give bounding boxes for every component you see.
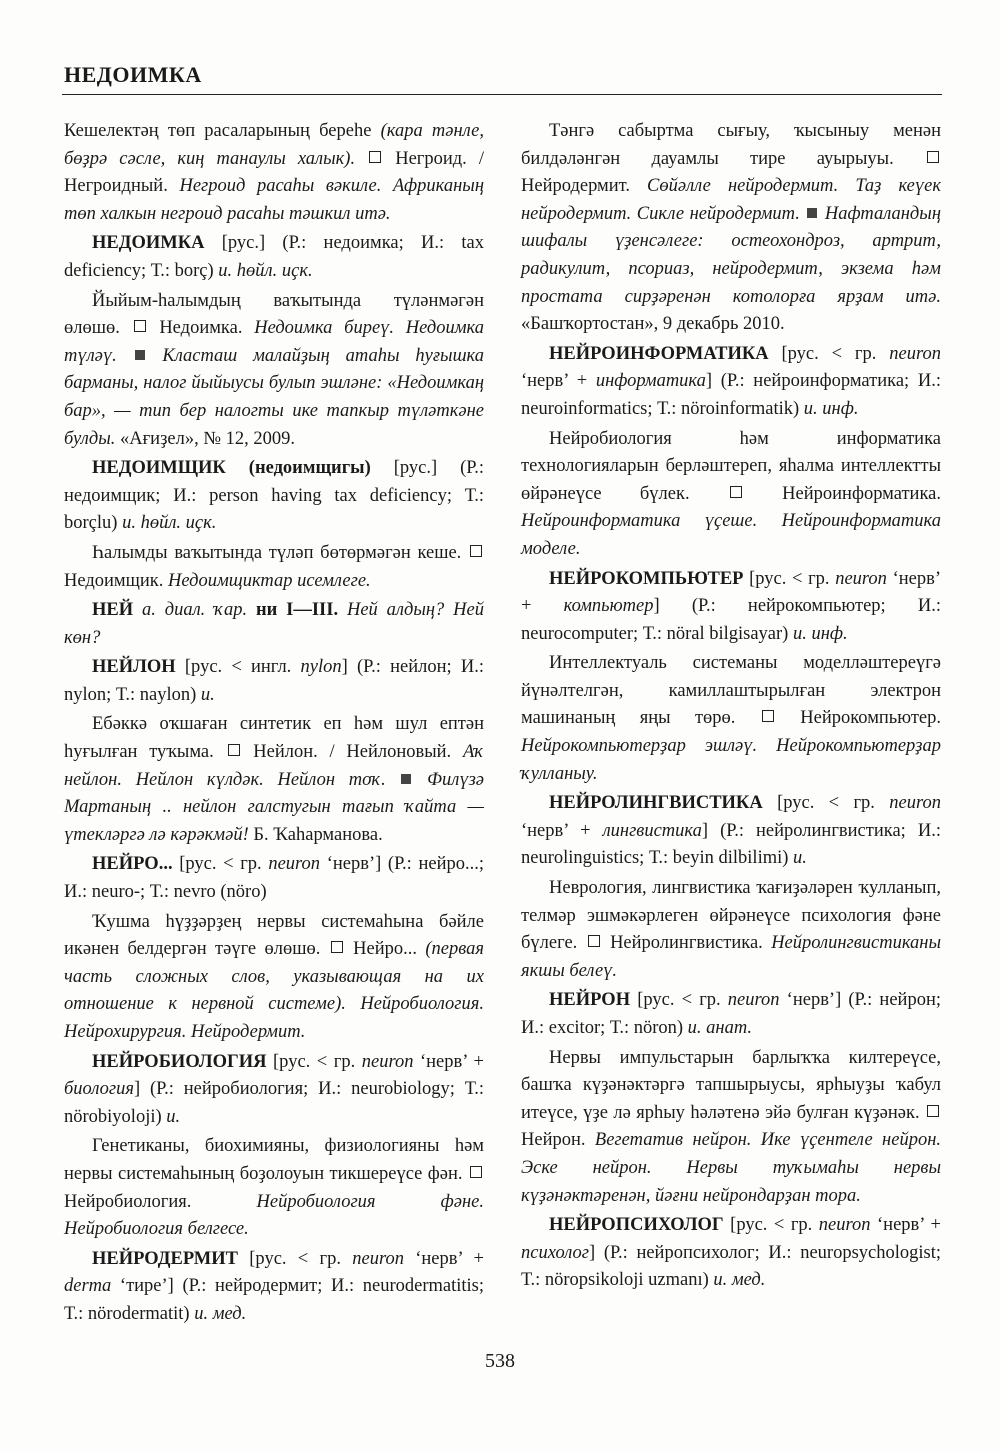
entry-definition: Ебәккә оҡшаған синтетик еп һәм шул ептән һуғылған туҡыма. Нейлон. / Нейлоновый. Аҡ нейлон. Нейлон күлдәк. Нейлон тоҡ. Филүзә Мартаның .. нейлон галстугын тағып ҡайта — үтекләргә лә кәрәкмәй! Б. Ҡаһарманова. bbox=[64, 714, 485, 845]
entry-neylon: НЕЙЛОН [рус. < ингл. nylon] (Р.: нейлон; И.: nylon; Т.: naylon) и. bbox=[64, 657, 484, 705]
headword: НЕЙРОБИОЛОГИЯ bbox=[92, 1051, 267, 1072]
entry-definition: Һалымды ваҡытында түләп бөтөрмәгән кеше. Недоимщик. Недоимщиктар исемлеге. bbox=[64, 540, 484, 595]
headword: НЕЙРОН bbox=[549, 990, 631, 1011]
headword: НЕЙРОЛИНГВИСТИКА bbox=[549, 793, 763, 814]
entry-definition: Интеллектуаль системаны моделләштереүгә йүнәлтелгән, камиллаштырылған электрон машинаның яңы төрө. Нейрокомпьютер. Нейрокомпьютерҙар эшләү. Нейрокомпьютерҙар ҡулланыу. bbox=[521, 653, 941, 784]
square-marker-icon bbox=[927, 1105, 939, 1117]
headword: НЕЙРОДЕРМИТ bbox=[92, 1248, 238, 1269]
headword: НЕЙЛОН bbox=[92, 657, 176, 678]
citation-marker-icon bbox=[401, 774, 411, 784]
square-marker-icon bbox=[730, 486, 742, 498]
entry-neyrolingvistika: НЕЙРОЛИНГВИСТИКА [рус. < гр. neuron ‘нерв’ + лингвистика] (Р.: нейролингвистика; И.: neurolinguistics; Т.: beyin dilbilimi) и. bbox=[521, 793, 941, 869]
square-marker-icon bbox=[228, 744, 240, 756]
entry-ney: НЕЙ а. диал. ҡар. ни I—III. Ней алдың? Ней көн? bbox=[64, 600, 484, 648]
headword: НЕДОИМКА bbox=[92, 233, 205, 254]
entry-continuation: Кешелектәң төп расаларының береһе (кара тәнле, бөҙрә сәсле, киң танаулы халык). Негроид. / Негроидный. Негроид расаһы вәкиле. Африканың төп халкын негроид расаһы тәшкил итә. bbox=[64, 121, 485, 224]
entry-neyrobiologiya: НЕЙРОБИОЛОГИЯ [рус. < гр. neuron ‘нерв’ + биология] (Р.: нейробиология; И.: neurobiology; Т.: nörobiyoloji) и. bbox=[64, 1051, 484, 1127]
square-marker-icon bbox=[762, 710, 774, 722]
entry-neyron: НЕЙРОН [рус. < гр. neuron ‘нерв’] (Р.: нейрон; И.: excitor; Т.: nöron) и. анат. bbox=[521, 990, 941, 1038]
square-marker-icon bbox=[134, 320, 146, 332]
square-marker-icon bbox=[470, 545, 482, 557]
entry-definition: Генетиканы, биохимияны, физиологияны һәм нервы системаһының боҙолоуын тикшереүсе фән. Нейробиология. Нейробиология фәне. Нейробиология белгесе. bbox=[64, 1136, 484, 1240]
entry-nedoimshchik: НЕДОИМЩИК (недоимщигы) [рус.] (Р.: недоимщик; И.: person having tax deficiency; Т.: borçlu) и. һөйл. иҫк. bbox=[64, 458, 484, 534]
citation-marker-icon bbox=[807, 208, 817, 218]
page-number: 538 bbox=[485, 1350, 515, 1372]
entry-neyro: НЕЙРО... [рус. < гр. neuron ‘нерв’] (Р.: нейро...; И.: neuro-; Т.: nevro (nöro) bbox=[64, 854, 484, 903]
entry-definition: Тәнгә сабыртма сығыу, ҡысыныу менән билдәләнгән дауамлы тире ауырыуы. Нейродермит. Сөйәлле нейродермит. Таҙ кеүек нейродермит. Сикле нейродермит. Нафталандың шифалы үҙенсәлеге: остеохондроз, артрит, радикулит, псориаз, нейродермит, экзема һәм простата сирҙәренән котолорға ярҙам итә. «Башҡортостан», 9 декабрь 2010. bbox=[521, 121, 941, 335]
headword: НЕЙ bbox=[92, 600, 134, 621]
square-marker-icon bbox=[470, 1166, 482, 1178]
headword: НЕДОИМЩИК (недоимщигы) bbox=[92, 458, 371, 479]
header-rule bbox=[62, 94, 942, 95]
right-column bbox=[521, 118, 941, 1297]
square-marker-icon bbox=[369, 151, 381, 163]
entry-definition: Неврология, лингвистика ҡағиҙәләрен ҡулланып, телмәр эшмәкәрлеген өйрәнеүсе психология фәне бүлеге. Нейролингвистика. Нейролингвистиканы якшы белеү. bbox=[521, 878, 942, 981]
citation-marker-icon bbox=[135, 350, 145, 360]
entry-definition: Йыйым-һалымдың ваҡытында түләнмәгән өлөшө. Недоимка. Недоимка биреү. Недоимка түләү. Класташ малайҙың атаһы һуғышка барманы, налог йыйыусы булып эшләне: «Недоимкаң бар», — тип бер налогты ике тапкыр түләткәне булды. «Ағиҙел», № 12, 2009. bbox=[64, 290, 484, 449]
square-marker-icon bbox=[331, 941, 343, 953]
headword: НЕЙРОИНФОРМАТИКА bbox=[549, 343, 769, 364]
entry-definition: Ҡушма һүҙҙәрҙең нервы системаһына бәйле икәнен белдергән тәүге өлөшө. Нейро... (первая часть сложных слов, указывающая на их отношение к нервной системе). Нейробиология. Нейрохирургия. Нейродермит. bbox=[64, 911, 484, 1042]
running-head: НЕДОИМКА bbox=[64, 62, 202, 87]
left-column bbox=[64, 118, 484, 1331]
entry-neyrokompyuter: НЕЙРОКОМПЬЮТЕР [рус. < гр. neuron ‘нерв’ + компьютер] (Р.: нейрокомпьютер; И.: neurocomputer; Т.: nöral bilgisayar) и. инф. bbox=[521, 568, 941, 644]
entry-neyroinformatika: НЕЙРОИНФОРМАТИКА [рус. < гр. neuron ‘нерв’ + информатика] (Р.: нейроинформатика; И.: neuroinformatics; Т.: nöroinformatik) и. инф. bbox=[521, 343, 941, 419]
square-marker-icon bbox=[588, 935, 600, 947]
square-marker-icon bbox=[927, 151, 939, 163]
headword: НЕЙРОКОМПЬЮТЕР bbox=[549, 568, 744, 589]
headword: НЕЙРО... bbox=[92, 854, 173, 875]
entry-definition: Нейробиология һәм информатика технологияларын берләштереп, яһалма интеллектты өйрәнеүсе бүлек. Нейроинформатика. Нейроинформатика үҫеше. Нейроинформатика моделе. bbox=[521, 428, 942, 559]
headword: НЕЙРОПСИХОЛОГ bbox=[549, 1215, 724, 1236]
entry-neyropsikholog: НЕЙРОПСИХОЛОГ [рус. < гр. neuron ‘нерв’ + психолог] (Р.: нейропсихолог; И.: neuropsychologist; Т.: nöropsikoloji uzmanı) и. мед. bbox=[521, 1215, 941, 1291]
entry-neyrodermit: НЕЙРОДЕРМИТ [рус. < гр. neuron ‘нерв’ + derma ‘тире’] (Р.: нейродермит; И.: neurodermatitis; Т.: nörodermatit) и. мед. bbox=[64, 1248, 484, 1324]
entry-definition: Нервы импульстарын барлыҡҡа килтереүсе, башҡа күҙәнәктәргә тапшырыусы, ярһыуҙы ҡабул итеүсе, үҙе лә ярһыу һәләтенә эйә булған күҙәнәк. Нейрон. Вегетатив нейрон. Ике үҫентеле нейрон. Эске нейрон. Нервы туҡымаһы нервы күҙәнәктәренән, йәғни нейрондарҙан тора. bbox=[521, 1047, 942, 1206]
entry-nedoimka: НЕДОИМКА [рус.] (Р.: недоимка; И.: tax deficiency; Т.: borç) и. һөйл. иҫк. bbox=[64, 233, 484, 281]
